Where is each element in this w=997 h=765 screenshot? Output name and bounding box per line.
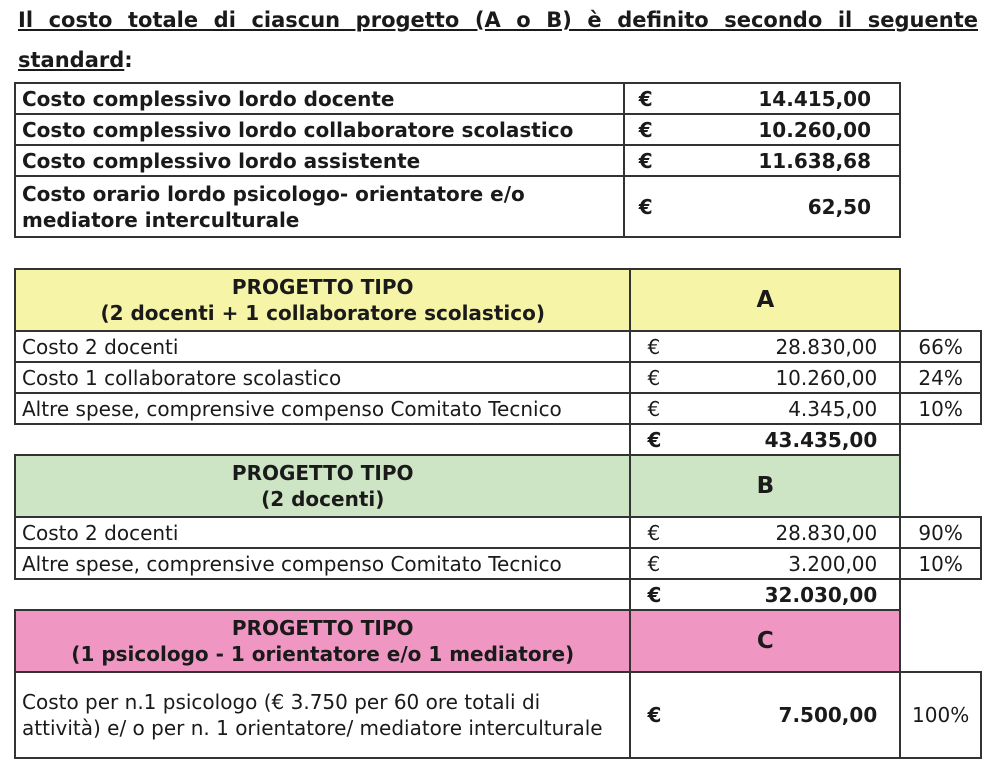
project-b-title-cell	[15, 455, 630, 517]
project-c-subtitle: (1 psicologo - 1 orientatore e/o 1 mediatore)	[71, 642, 575, 666]
project-a-row	[15, 393, 981, 424]
intro-colon: :	[124, 48, 133, 72]
row-label: Altre spese, comprensive compenso Comitato Tecnico	[15, 548, 630, 579]
row-currency: €	[630, 393, 667, 424]
row-percent: 100%	[900, 672, 981, 758]
project-a-header	[15, 269, 981, 331]
project-b-total: 32.030,00	[667, 579, 900, 610]
project-b-row	[15, 548, 981, 579]
cost-label: Costo complessivo lordo docente	[15, 83, 624, 114]
row-currency: €	[630, 517, 667, 548]
cost-value: 14.415,00	[659, 83, 900, 114]
row-label: Costo 2 docenti	[15, 517, 630, 548]
total-currency: €	[630, 424, 667, 455]
cost-currency: €	[624, 145, 659, 176]
project-a-code: A	[630, 269, 900, 331]
cost-label: Costo complessivo lordo collaboratore scolastico	[15, 114, 624, 145]
cost-currency: €	[624, 83, 659, 114]
row-percent: 10%	[900, 393, 981, 424]
project-b-code: B	[630, 455, 900, 517]
project-c-row	[15, 672, 981, 758]
row-value: 10.260,00	[667, 362, 900, 393]
project-a-title-cell	[15, 269, 630, 331]
cost-value: 10.260,00	[659, 114, 900, 145]
project-a-row	[15, 331, 981, 362]
row-label: Costo per n.1 psicologo (€ 3.750 per 60 ore totali di attività) e/ o per n. 1 orientatore/ mediatore interculturale	[15, 672, 630, 758]
row-percent: 90%	[900, 517, 981, 548]
project-b-header	[15, 455, 981, 517]
project-b-total-row	[15, 579, 981, 610]
row-value: 7.500,00	[667, 672, 900, 758]
project-c-code: C	[630, 610, 900, 672]
standard-costs-table	[14, 82, 901, 238]
intro-text: Il costo totale di ciascun progetto (A o B) è definito secondo il seguente standard	[18, 8, 978, 72]
cost-row-psicologo	[15, 176, 900, 237]
row-value: 4.345,00	[667, 393, 900, 424]
row-percent: 66%	[900, 331, 981, 362]
cost-label: Costo complessivo lordo assistente	[15, 145, 624, 176]
project-a-total-row	[15, 424, 981, 455]
project-b-title: PROGETTO TIPO	[231, 461, 414, 485]
cost-currency: €	[624, 114, 659, 145]
project-a-subtitle: (2 docenti + 1 collaboratore scolastico)	[100, 301, 545, 325]
row-currency: €	[630, 548, 667, 579]
project-b-subtitle: (2 docenti)	[261, 487, 385, 511]
row-currency: €	[630, 672, 667, 758]
cost-row-collaboratore	[15, 114, 900, 145]
project-c-header	[15, 610, 981, 672]
row-label: Costo 1 collaboratore scolastico	[15, 362, 630, 393]
row-currency: €	[630, 331, 667, 362]
total-currency: €	[630, 579, 667, 610]
cost-row-docente	[15, 83, 900, 114]
project-types-table	[14, 268, 982, 759]
row-label: Costo 2 docenti	[15, 331, 630, 362]
row-value: 3.200,00	[667, 548, 900, 579]
cost-value: 62,50	[659, 176, 900, 237]
project-b-row	[15, 517, 981, 548]
cost-value: 11.638,68	[659, 145, 900, 176]
row-percent: 10%	[900, 548, 981, 579]
project-a-total: 43.435,00	[667, 424, 900, 455]
row-value: 28.830,00	[667, 517, 900, 548]
project-a-row	[15, 362, 981, 393]
intro-paragraph	[18, 0, 978, 80]
project-a-title: PROGETTO TIPO	[231, 275, 414, 299]
row-percent: 24%	[900, 362, 981, 393]
cost-row-assistente	[15, 145, 900, 176]
cost-currency: €	[624, 176, 659, 237]
row-value: 28.830,00	[667, 331, 900, 362]
row-currency: €	[630, 362, 667, 393]
cost-label: Costo orario lordo psicologo- orientatore e/o mediatore interculturale	[15, 176, 624, 237]
project-c-title-cell	[15, 610, 630, 672]
row-label: Altre spese, comprensive compenso Comitato Tecnico	[15, 393, 630, 424]
project-c-title: PROGETTO TIPO	[231, 616, 414, 640]
